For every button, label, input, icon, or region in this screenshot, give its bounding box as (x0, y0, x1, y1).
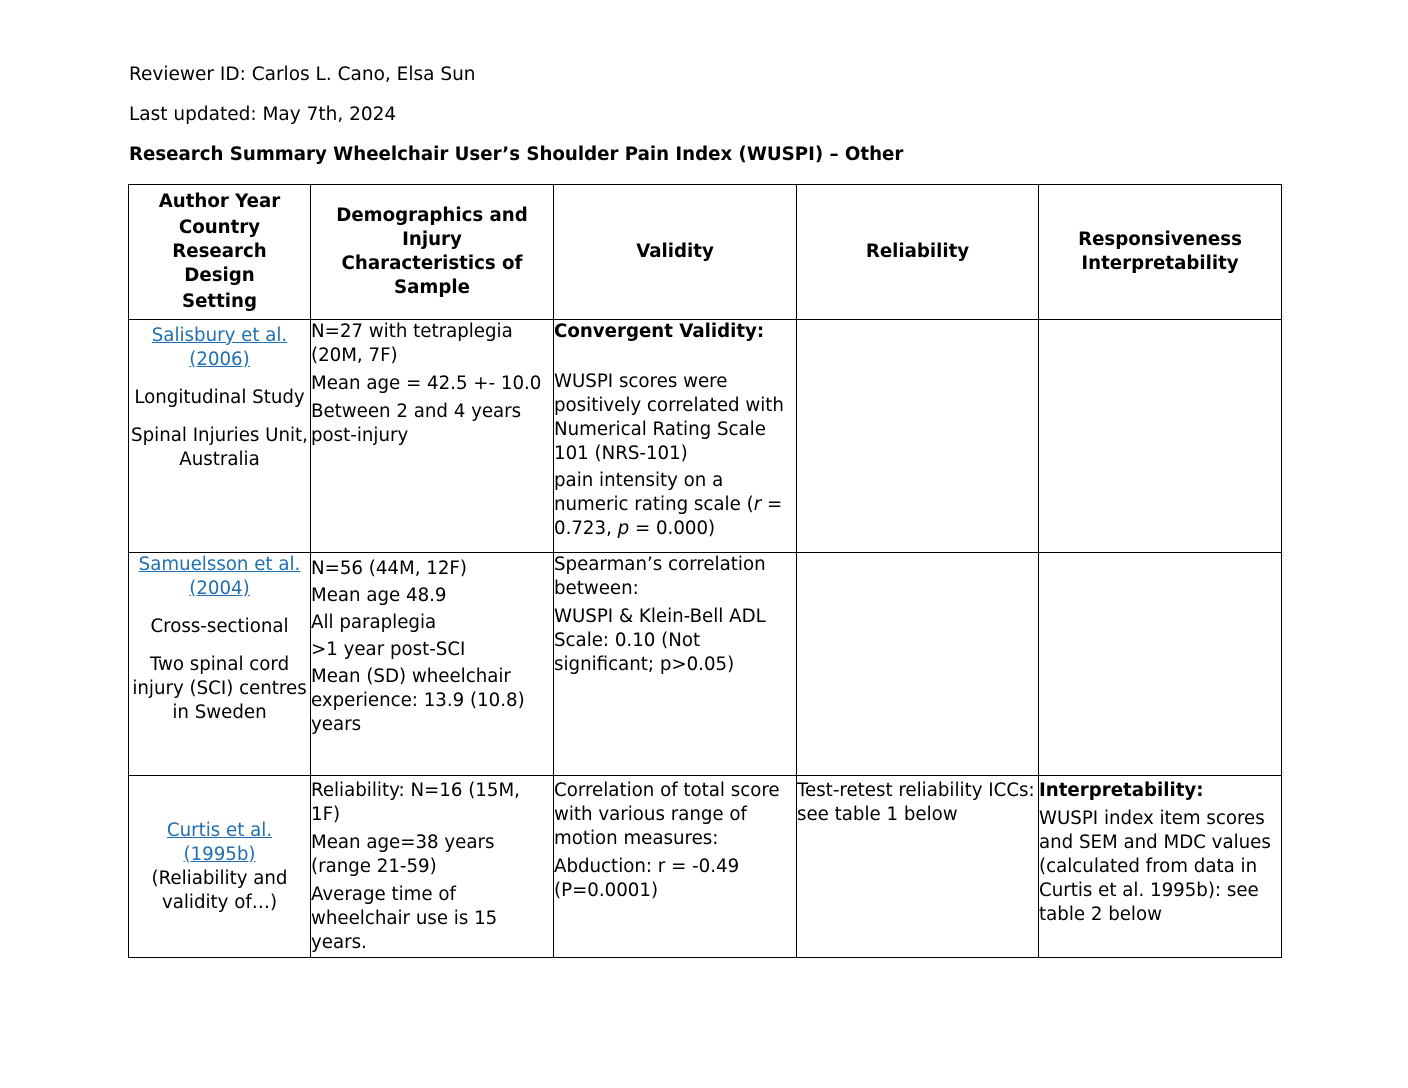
demographics-item: All paraplegia (311, 612, 437, 633)
header-label: Author Year (158, 191, 281, 212)
header-author-country-design (129, 185, 311, 320)
stat-p-label: p (617, 518, 630, 539)
validity-cell (554, 320, 797, 553)
table-row (129, 553, 1282, 776)
header-label: Setting (181, 291, 258, 312)
demographics-item: Average time of wheelchair use is 15 years. (311, 884, 498, 953)
responsiveness-cell (1039, 320, 1282, 553)
validity-cell (554, 553, 797, 776)
header-label: Validity (636, 241, 714, 262)
validity-text: Abduction: r = -0.49 (P=0.0001) (554, 856, 740, 901)
header-label: Design (184, 265, 255, 286)
responsiveness-cell (1039, 553, 1282, 776)
demographics-item: N=27 with tetraplegia (20M, 7F) (311, 321, 513, 366)
stat-open: ( (746, 494, 754, 515)
demographics-cell (311, 553, 554, 776)
stat-r-label: r (753, 494, 762, 515)
responsiveness-cell (1039, 776, 1282, 958)
demographics-cell (311, 776, 554, 958)
header-label: Interpretability (1081, 253, 1239, 274)
demographics-item: Mean age = 42.5 +- 10.0 (311, 373, 542, 394)
validity-heading: Convergent Validity: (554, 321, 765, 342)
header-label: Research (172, 241, 267, 262)
demographics-item: Mean (SD) wheelchair experience: 13.9 (10.8) years (311, 666, 525, 735)
validity-text: Spearman’s correlation between: (554, 554, 766, 599)
demographics-item: Mean age=38 years (range 21-59) (311, 832, 495, 877)
header-label: Country (178, 217, 261, 238)
header-label: Characteristics of (341, 253, 523, 274)
header-demographics (311, 185, 554, 320)
document-title: Research Summary Wheelchair User’s Shoulder Pain Index (WUSPI) – Other (129, 144, 904, 165)
validity-stat (554, 469, 796, 541)
study-design: Longitudinal Study (134, 387, 305, 408)
interpretability-heading: Interpretability: (1039, 780, 1204, 801)
study-note: (Reliability and validity of…) (151, 867, 288, 913)
table-row (129, 776, 1282, 958)
reliability-cell (797, 553, 1039, 776)
research-summary-table (128, 184, 1282, 958)
header-validity (554, 185, 797, 320)
responsiveness-text: WUSPI index item scores and SEM and MDC values (calculated from data in Curtis et al. 1995b): see table 2 below (1039, 808, 1271, 925)
header-label: Sample (394, 277, 470, 298)
study-setting: Spinal Injuries Unit, Australia (131, 425, 308, 470)
demographics-item: Mean age 48.9 (311, 585, 447, 606)
demographics-item: >1 year post-SCI (311, 639, 466, 660)
header-reliability (797, 185, 1039, 320)
header-label: Reliability (865, 241, 970, 262)
study-setting: Two spinal cord injury (SCI) centres in Sweden (132, 654, 307, 723)
demographics-cell (311, 320, 554, 553)
reliability-text: Test-retest reliability ICCs: see table 1 below (797, 780, 1035, 825)
validity-cell (554, 776, 797, 958)
author-cell (129, 553, 311, 776)
last-updated: Last updated: May 7th, 2024 (129, 104, 397, 125)
header-label: Injury (402, 229, 462, 250)
validity-text: pain intensity on a numeric rating scale (554, 470, 741, 515)
author-cell (129, 776, 311, 958)
author-cell (129, 320, 311, 553)
reliability-cell (797, 320, 1039, 553)
study-link[interactable]: Salisbury et al. (2006) (151, 325, 288, 370)
header-label: Demographics and (336, 205, 528, 226)
table-row (129, 320, 1282, 553)
demographics-item: Between 2 and 4 years post-injury (311, 401, 522, 446)
reliability-cell (797, 776, 1039, 958)
study-design: Cross-sectional (150, 616, 289, 637)
stat-p-value: = 0.000) (629, 518, 716, 539)
validity-text: WUSPI scores were positively correlated with Numerical Rating Scale 101 (NRS-101) (554, 371, 784, 464)
study-link[interactable]: Curtis et al. (1995b) (166, 819, 273, 865)
validity-text: WUSPI & Klein-Bell ADL Scale: 0.10 (Not significant; p>0.05) (554, 606, 766, 675)
validity-text: Correlation of total score with various range of motion measures: (554, 780, 780, 849)
header-label: Responsiveness (1078, 229, 1242, 250)
study-link[interactable]: Samuelsson et al. (2004) (138, 554, 301, 599)
stat-r-value: = 0.723, (554, 494, 783, 539)
demographics-item: N=56 (44M, 12F) (311, 558, 467, 579)
header-responsiveness (1039, 185, 1282, 320)
demographics-item: Reliability: N=16 (15M, 1F) (311, 780, 520, 825)
table-header-row (129, 185, 1282, 320)
reviewer-id: Reviewer ID: Carlos L. Cano, Elsa Sun (129, 64, 476, 85)
